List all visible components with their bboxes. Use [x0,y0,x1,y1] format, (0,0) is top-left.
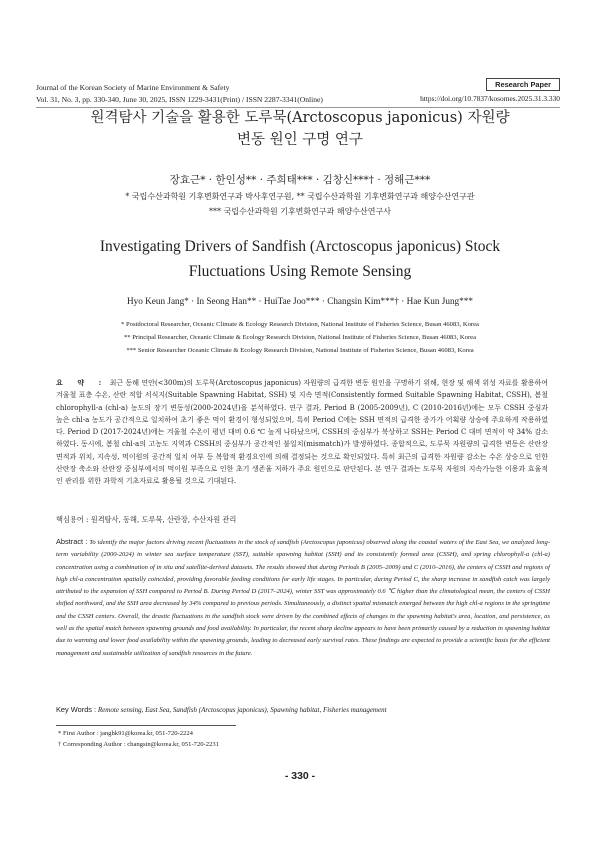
english-title-line2: Fluctuations Using Remote Sensing [188,263,412,280]
korean-authors: 장효근* · 한인성** · 주희태*** · 김창신***† · 정해근*** [169,174,431,186]
research-paper-badge: Research Paper [486,78,560,91]
doi-link[interactable]: https://doi.org/10.7837/kosomes.2025.31.3.330 [420,94,560,103]
english-keywords-text: Remote sensing, East Sea, Sandfish (Arctoscopus japonicus), Spawning habitat, Fisheries management [97,706,387,714]
english-abstract-text: To identify the major factors driving recent fluctuations in the stock of sandfish (Arctoscopus japonicus) observed along the coastal waters of the East Sea, we analyzed long-term variability (2000-2024) in winter sea surface temperature (SST), suitable spawning habitat (SSH) and its consistently formed area (CSSH), and spring chlorophyll-a (chl-a) concentration using a combination of in situ and satellite-derived datasets. The results showed that during Periods B (2005–2009) and C (2010–2016), the centers of CSSH and regions of high chl-a concentration spatially coincided, providing favorable feeding conditions for early life stages. In particular, during Period C, the sharp increase in sandfish catch was largely attributed to the expansion of SSH compared to Period B. During Period D (2017–2024), winter SST was approximately 0.6 ℃ higher than the climatological mean, the centers of CSSH shifted northward, and the SSH area decreased by 34% compared to previous periods. Simultaneously, a distinct spatial mismatch emerged between the high chl-a regions in the springtime and the CSSH centers. Overall, the drastic fluctuations in the sandfish stock were driven by the combined effects of changes in the spawning habitat's area, location, and persistence, as well as the spatial match between spawning grounds and food availability. In particular, the recent sharp decline appears to have been primarily caused by a reduction in spawning habitat due to warming and lower food availability within the spawning grounds, leading to decreased early survival rates. These findings are expected to provide a scientific basis for the efficient management and sustainable utilization of sandfish resources in the future. [56,539,551,657]
english-affiliation-3: *** Senior Researcher Oceanic Climate & Ecology Research Division, National Institute of Fisheries Science, Busan 46083, Korea [126,347,474,354]
korean-affiliation-2: *** 국립수산과학원 기후변화연구과 해양수산연구사 [209,207,391,216]
journal-volume: Vol. 31, No. 3, pp. 330-340, June 30, 2025, ISSN 1229-3431(Print) / ISSN 2287-3341(Online) [36,95,323,104]
english-affiliation-1: * Postdoctoral Researcher, Oceanic Climate & Ecology Research Division, National Institute of Fisheries Science, Busan 46083, Korea [121,321,479,328]
english-abstract-label: Abstract : [56,537,88,546]
english-affiliation-2: ** Principal Researcher, Oceanic Climate & Ecology Research Division, National Institute of Fisheries Science, Busan 46083, Korea [123,334,477,341]
footnote-divider [56,725,236,726]
korean-affiliation-1: * 국립수산과학원 기후변화연구과 박사후연구원, ** 국립수산과학원 기후변화연구과 해양수산연구관 [125,192,475,201]
korean-abstract-text: 최근 동해 연안(<300m)의 도루묵(Arctoscopus japonicus) 자원량의 급격한 변동 원인을 구명하기 위해, 현장 및 해색 위성 자료를 활용하여 겨울철 표층 수온, 산란 적합 서식지(Suitable Spawning Habitat, SSH) 및 지속 면적(Consistently formed Suitable Spawning Habitat, CSSH), 봄철 chlorophyll-a (chl-a) 농도의 장기 변동성(2000-2024년)을 분석하였다. 연구 결과, Period B (2005-2009년), C (2010-2016년)에는 모두 CSSH 중심과 높은 chl-a 농도가 공간적으로 일치하여 초기 좋은 먹이 환경이 형성되었으며, 특히 Period C에는 SSH 면적의 급격한 증가가 어획량 상승에 주요하게 작용하였다. Period D (2017-2024년)에는 겨울철 수온이 평년 대비 0.6 ℃ 높게 나타났으며, CSSH의 중심부가 북상하고 SSH는 Period C 대비 면적이 약 34% 감소하였다. 동시에, 봄철 chl-a의 고농도 지역과 CSSH의 중심부가 공간적인 불일치(mismatch)가 발생하였다. 종합적으로, 도루묵 자원량의 급격한 변동은 산란장 면적과 위치, 지속성, 먹이원의 공간적 일치 여부 등 복합적 환경요인에 의해 결정되는 것으로 확인되었다. 특히 최근의 급격한 자원량 감소는 수온 상승으로 인한 산란장 축소와 산란장 중심부에서의 먹이원 부족으로 인한 초기 생존율 저하가 주요 원인으로 판단된다. 본 연구 결과는 도루묵 자원의 지속가능한 이용과 효율적인 관리를 위한 과학적 기초자료로 활용될 것으로 기대된다. [56,379,548,486]
english-authors: Hyo Keun Jang* · In Seong Han** · HuiTae Joo*** · Changsin Kim***† · Hae Kun Jung*** [127,296,473,306]
journal-info [36,82,323,106]
page-number: - 330 - [284,770,316,782]
korean-title-line2: 변동 원인 구명 연구 [237,132,363,148]
korean-keywords: 핵심용어 : 원격탐사, 동해, 도루묵, 산란장, 수산자원 관리 [56,515,237,524]
korean-abstract-label: 요 약 : [56,378,108,387]
english-keywords [56,705,387,714]
english-keywords-label: Key Words : [56,705,97,714]
korean-abstract [56,377,548,488]
corresponding-author-footnote: † Corresponding Author : changsin@korea.kr, 051-720-2231 [58,741,219,748]
first-author-footnote: * First Author : janghk91@korea.kr, 051-720-2224 [58,730,193,737]
english-abstract [56,536,550,660]
korean-title-line1: 원격탐사 기술을 활용한 도루묵(Arctoscopus japonicus) 자원량 [90,110,510,126]
journal-name: Journal of the Korean Society of Marine Environment & Safety [36,83,230,92]
english-title-line1: Investigating Drivers of Sandfish (Arctoscopus japonicus) Stock [99,238,501,255]
